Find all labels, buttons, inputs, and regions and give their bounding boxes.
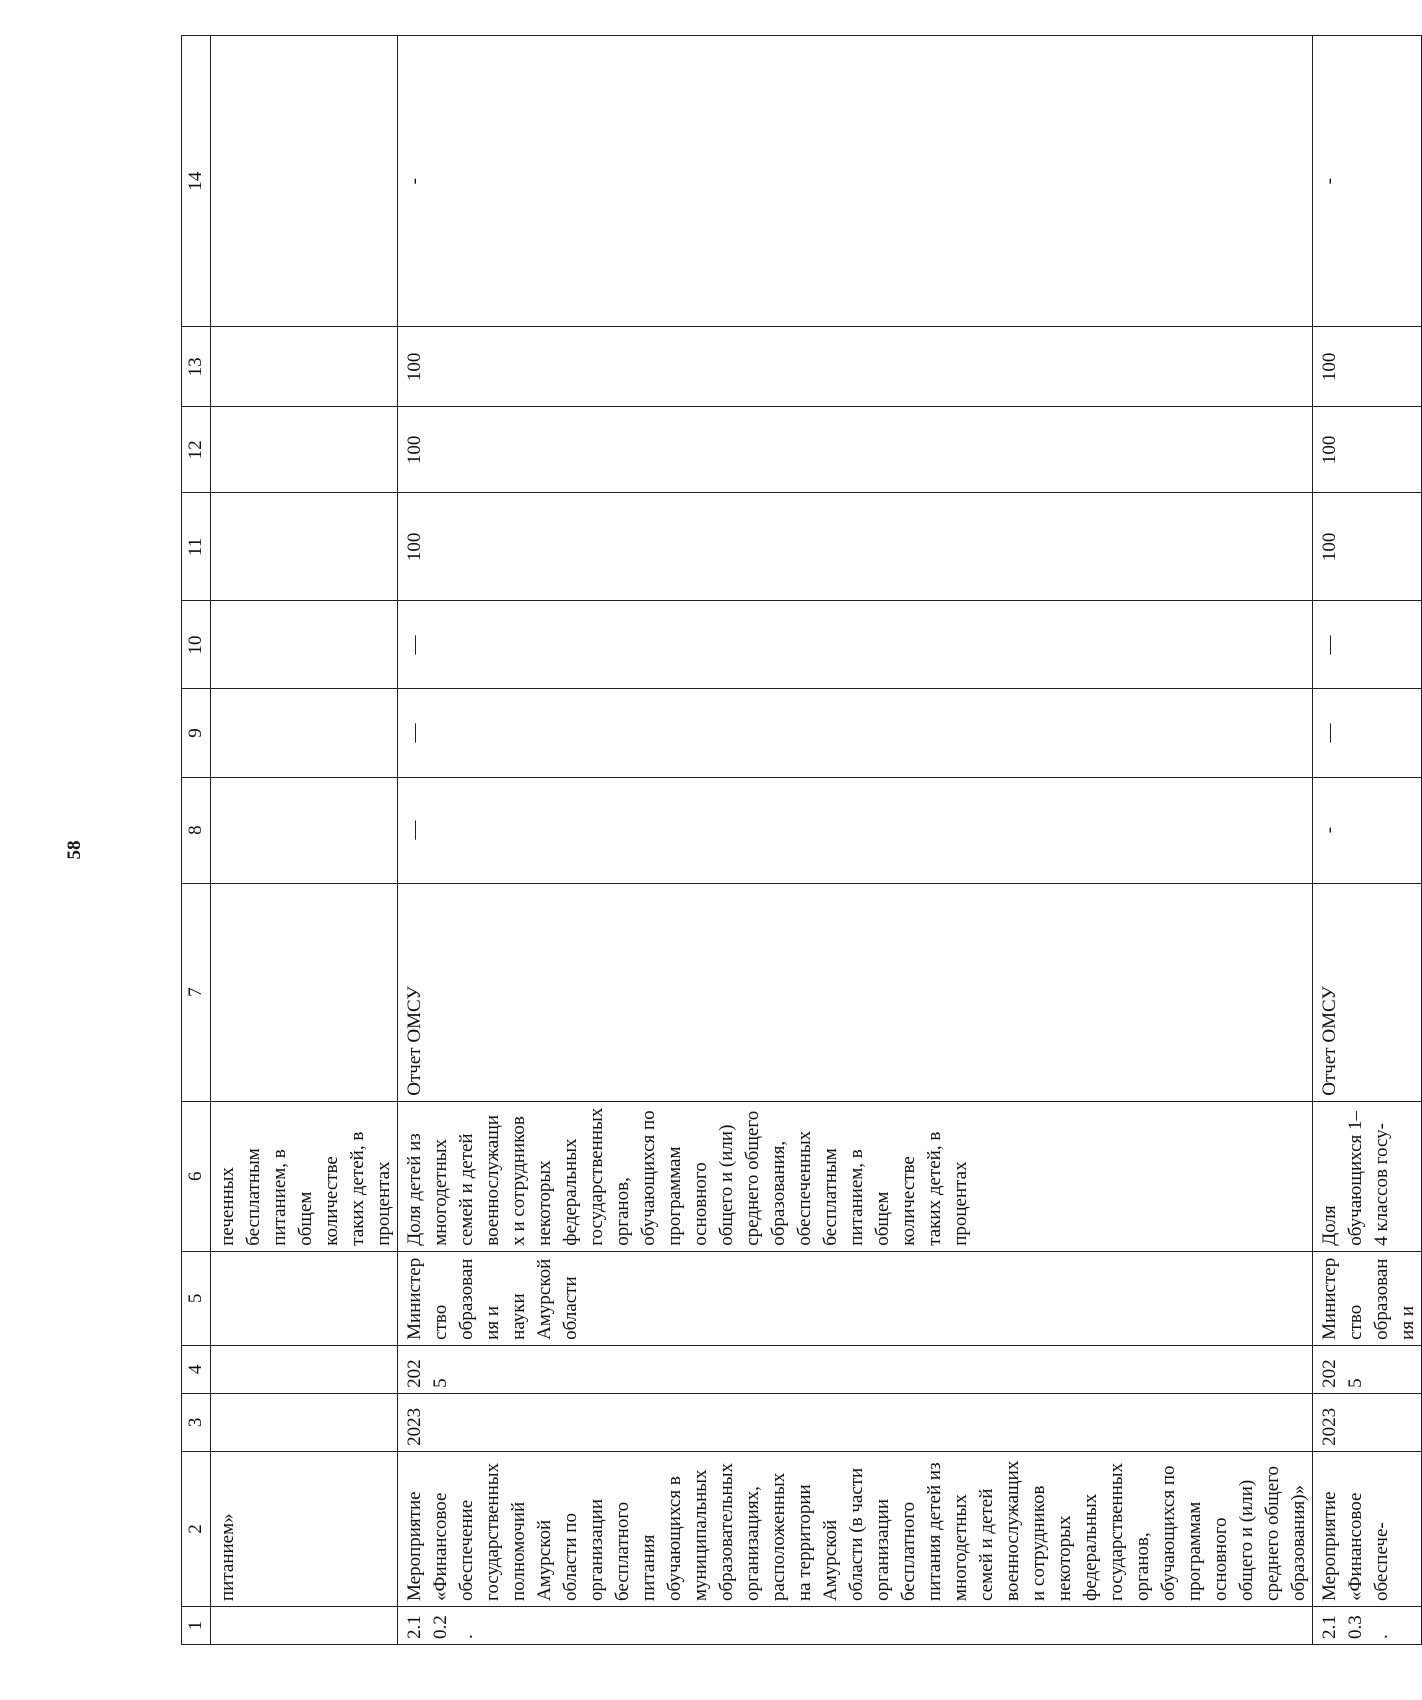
responsible-cell: Министерство образования и bbox=[1313, 1251, 1422, 1345]
value-cell bbox=[211, 407, 398, 493]
value-cell: 100 bbox=[398, 493, 1313, 601]
indicators-table bbox=[181, 35, 1422, 1645]
table-row bbox=[398, 36, 1313, 1645]
header-cell: 10 bbox=[182, 601, 211, 689]
measure-name-cell: Мероприятие «Финансовое обеспечение государственных полномочий Амурской области по организации бесплатного питания обучающихся в муниципальных образовательных организациях, расположенных на территории Амурской области (в части организации бесплатного питания детей из многодетных семей и детей военнослужащих и сотрудников некоторых федеральных государственных органов, обучающихся по программам основного общего и (или) среднего общего образования)» bbox=[398, 1451, 1313, 1606]
source-cell: Отчет ОМСУ bbox=[1313, 883, 1422, 1101]
header-cell: 6 bbox=[182, 1101, 211, 1251]
page-number: 58 bbox=[64, 840, 85, 860]
row-number-cell: 2.10.3. bbox=[1313, 1606, 1422, 1644]
value-cell: — bbox=[1313, 601, 1422, 689]
start-year-cell: 2023 bbox=[398, 1393, 1313, 1451]
header-cell: 13 bbox=[182, 327, 211, 407]
header-cell: 3 bbox=[182, 1393, 211, 1451]
header-cell: 11 bbox=[182, 493, 211, 601]
header-cell: 7 bbox=[182, 883, 211, 1101]
header-cell: 4 bbox=[182, 1345, 211, 1393]
value-cell bbox=[211, 493, 398, 601]
row-number-cell bbox=[211, 1606, 398, 1644]
header-cell: 5 bbox=[182, 1251, 211, 1345]
header-cell: 14 bbox=[182, 36, 211, 327]
indicator-cell: печенных бесплатным питанием, в общем количестве таких детей, в процентах bbox=[211, 1101, 398, 1251]
start-year-cell bbox=[211, 1393, 398, 1451]
end-year-cell: 2025 bbox=[1313, 1345, 1422, 1393]
responsible-cell bbox=[211, 1251, 398, 1345]
end-year-cell bbox=[211, 1345, 398, 1393]
value-cell: 100 bbox=[398, 407, 1313, 493]
value-cell: — bbox=[398, 601, 1313, 689]
rotated-table-container bbox=[181, 35, 1418, 1645]
header-cell: 2 bbox=[182, 1451, 211, 1606]
measure-name-cell: питанием» bbox=[211, 1451, 398, 1606]
end-year-cell: 2025 bbox=[398, 1345, 1313, 1393]
value-cell: — bbox=[1313, 689, 1422, 777]
header-cell: 1 bbox=[182, 1606, 211, 1644]
value-cell: 100 bbox=[1313, 327, 1422, 407]
value-cell bbox=[211, 777, 398, 883]
value-cell: — bbox=[398, 777, 1313, 883]
value-cell: 100 bbox=[398, 327, 1313, 407]
source-cell bbox=[211, 883, 398, 1101]
measure-name-cell: Мероприятие «Финансовое обеспече- bbox=[1313, 1451, 1422, 1606]
value-cell: — bbox=[398, 689, 1313, 777]
indicator-cell: Доля детей из многодетных семей и детей военнослужащих и сотрудников некоторых федеральных государственных органов, обучающихся по программам основного общего и (или) среднего общего образования, обеспеченных бесплатным питанием, в общем количестве таких детей, в процентах bbox=[398, 1101, 1313, 1251]
value-cell bbox=[211, 327, 398, 407]
responsible-cell: Министерство образования и науки Амурской области bbox=[398, 1251, 1313, 1345]
indicator-cell: Доля обучающихся 1–4 классов госу- bbox=[1313, 1101, 1422, 1251]
table-row bbox=[1313, 36, 1422, 1645]
header-cell: 12 bbox=[182, 407, 211, 493]
value-cell: 100 bbox=[1313, 493, 1422, 601]
value-cell bbox=[211, 601, 398, 689]
table-row bbox=[211, 36, 398, 1645]
header-row bbox=[182, 36, 211, 1645]
row-number-cell: 2.10.2. bbox=[398, 1606, 1313, 1644]
value-cell: - bbox=[1313, 36, 1422, 327]
value-cell bbox=[211, 689, 398, 777]
value-cell: - bbox=[398, 36, 1313, 327]
value-cell: - bbox=[1313, 777, 1422, 883]
source-cell: Отчет ОМСУ bbox=[398, 883, 1313, 1101]
start-year-cell: 2023 bbox=[1313, 1393, 1422, 1451]
value-cell: 100 bbox=[1313, 407, 1422, 493]
value-cell bbox=[211, 36, 398, 327]
header-cell: 8 bbox=[182, 777, 211, 883]
header-cell: 9 bbox=[182, 689, 211, 777]
